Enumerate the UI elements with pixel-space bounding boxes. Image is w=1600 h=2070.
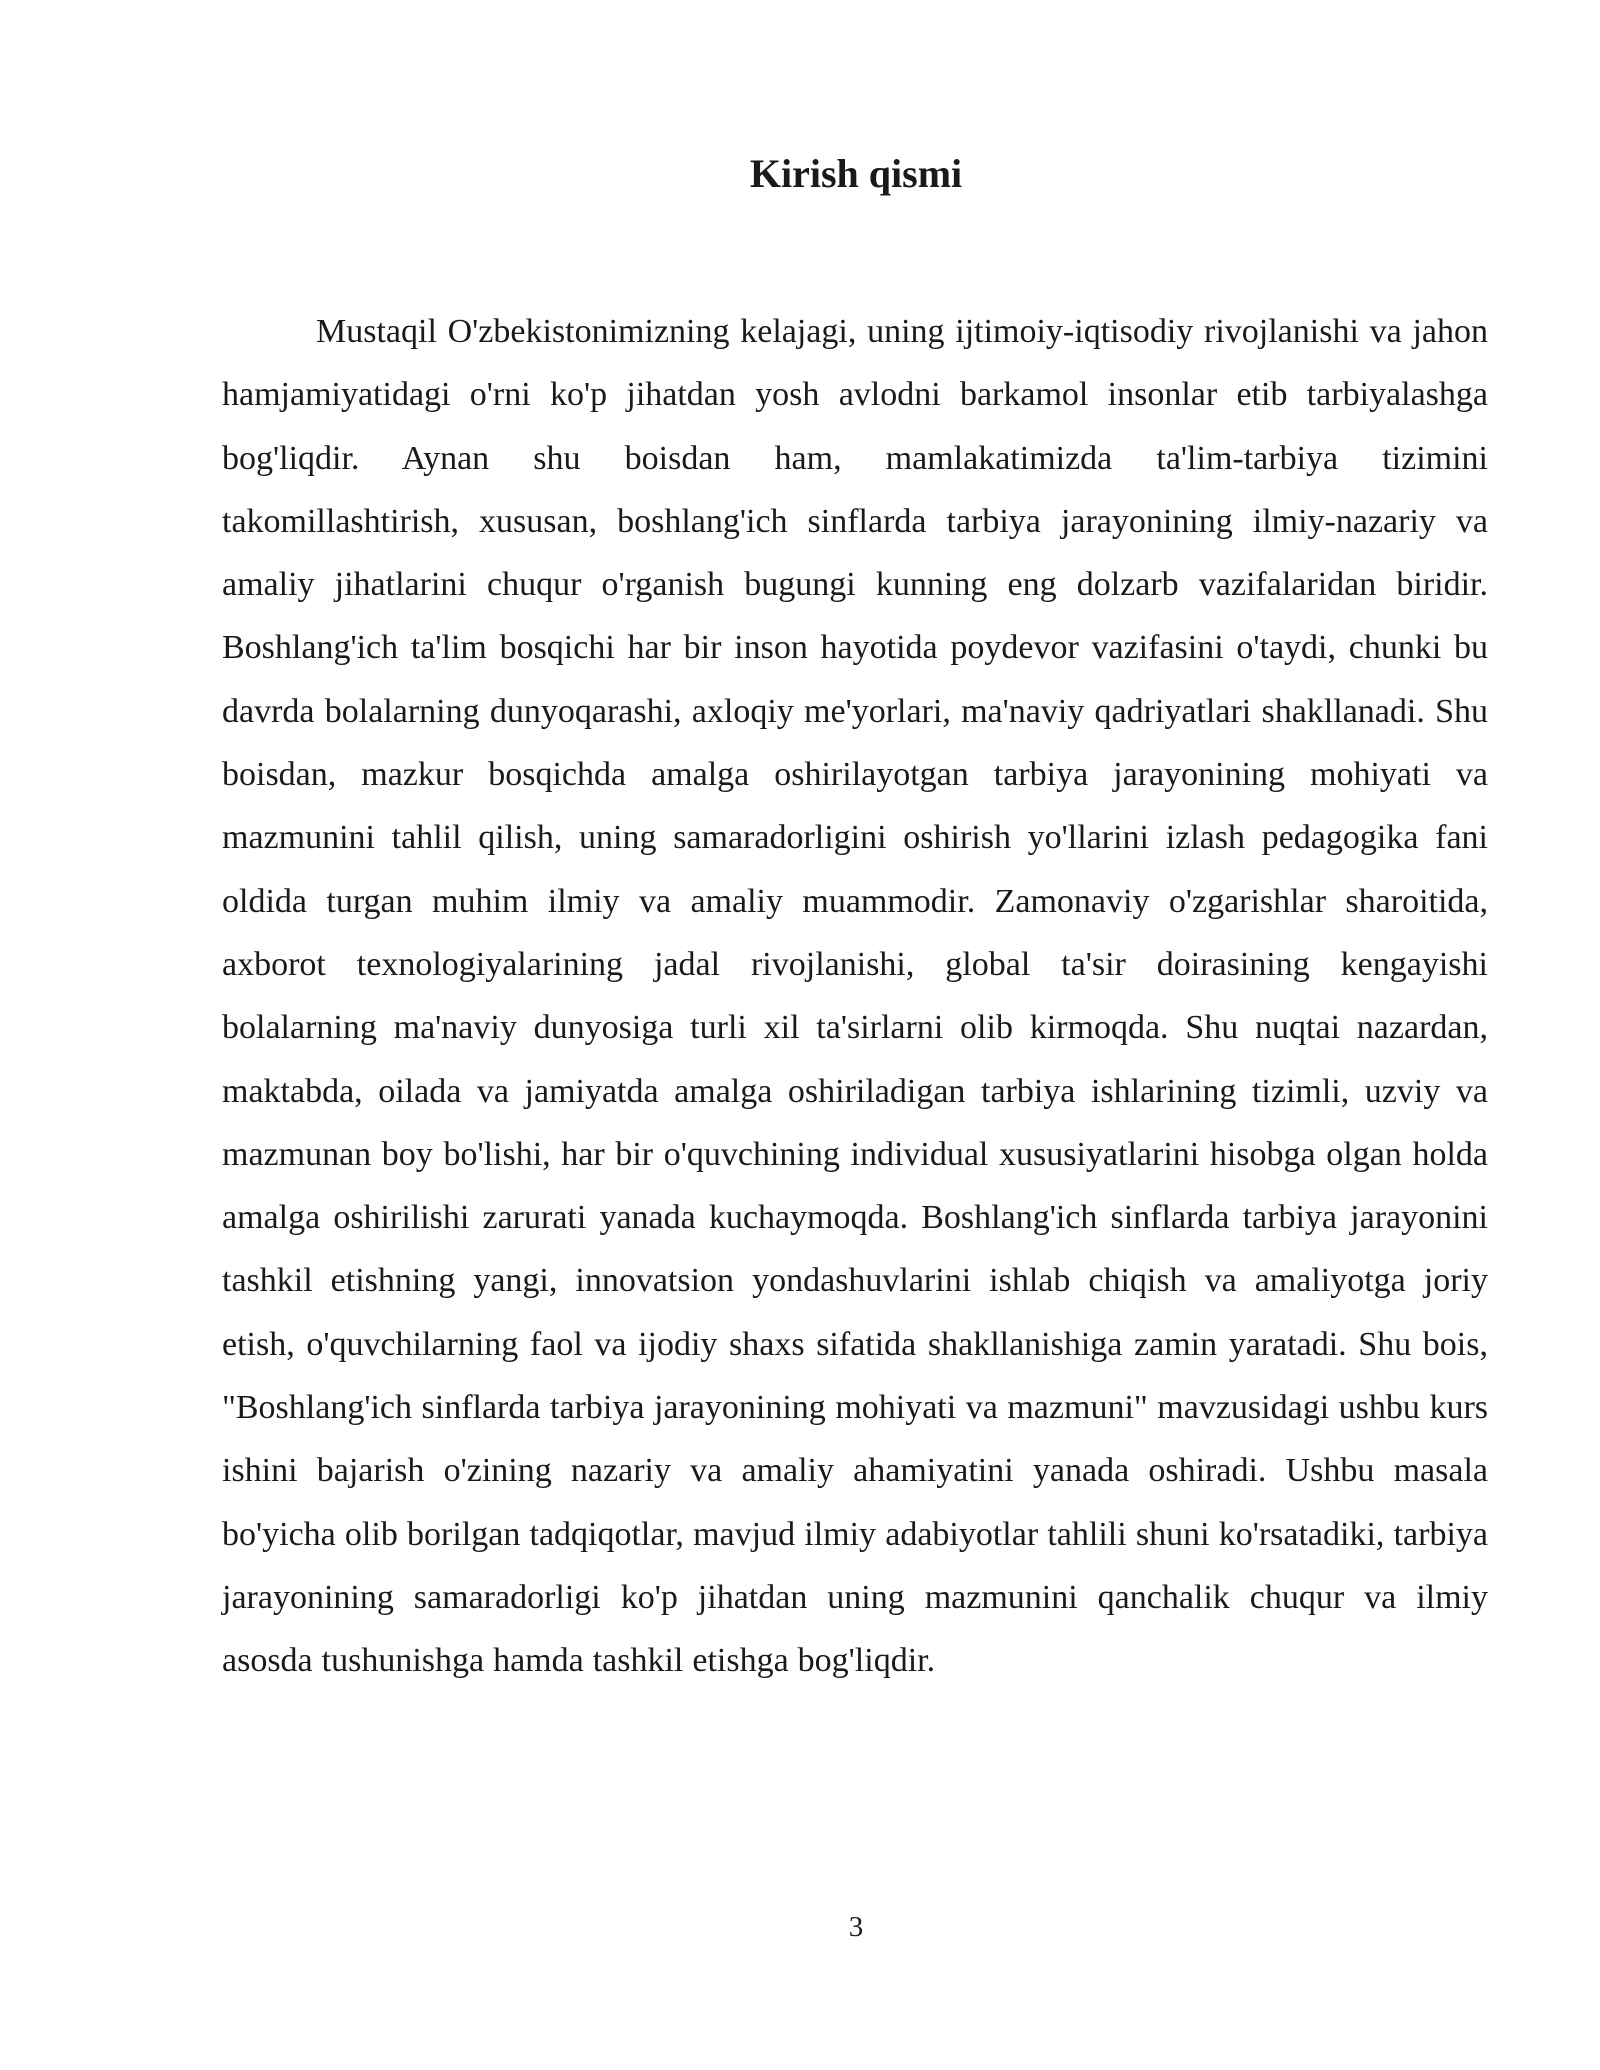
body-paragraph: Mustaqil O'zbekistonimizning kelajagi, uning ijtimoiy-iqtisodiy rivojlanishi va jahon hamjamiyatidagi o'rni ko'p jihatdan yosh avlodni barkamol insonlar etib tarbiyalashga bog'liqdir. Aynan shu boisdan ham, mamlakatimizda ta'lim-tarbiya tizimini takomillashtirish, xususan, boshlang'ich sinflarda tarbiya jarayonining ilmiy-nazariy va amaliy jihatlarini chuqur o'rganish bugungi kunning eng dolzarb vazifalaridan biridir. Boshlang'ich ta'lim bosqichi har bir inson hayotida poydevor vazifasini o'taydi, chunki bu davrda bolalarning dunyoqarashi, axloqiy me'yorlari, ma'naviy qadriyatlari shakllanadi. Shu boisdan, mazkur bosqichda amalga oshirilayotgan tarbiya jarayonining mohiyati va mazmunini tahlil qilish, uning samaradorligini oshirish yo'llarini izlash pedagogika fani oldida turgan muhim ilmiy va amaliy muammodir. Zamonaviy o'zgarishlar sharoitida, axborot texnologiyalarining jadal rivojlanishi, global ta'sir doirasining kengayishi bolalarning ma'naviy dunyosiga turli xil ta'sirlarni olib kirmoqda. Shu nuqtai nazardan, maktabda, oilada va jamiyatda amalga oshiriladigan tarbiya ishlarining tizimli, uzviy va mazmunan boy bo'lishi, har bir o'quvchining individual xususiyatlarini hisobga olgan holda amalga oshirilishi zarurati yanada kuchaymoqda. Boshlang'ich sinflarda tarbiya jarayonini tashkil etishning yangi, innovatsion yondashuvlarini ishlab chiqish va amaliyotga joriy etish, o'quvchilarning faol va ijodiy shaxs sifatida shakllanishiga zamin yaratadi. Shu bois, "Boshlang'ich sinflarda tarbiya jarayonining mohiyati va mazmuni" mavzusidagi ushbu kurs ishini bajarish o'zining nazariy va amaliy ahamiyatini yanada oshiradi. Ushbu masala bo'yicha olib borilgan tadqiqotlar, mavjud ilmiy adabiyotlar tahlili shuni ko'rsatadiki, tarbiya jarayonining samaradorligi ko'p jihatdan uning mazmunini qanchalik chuqur va ilmiy asosda tushunishga hamda tashkil etishga bog'liqdir. — [222, 313, 1488, 1680]
page-number: 3 — [848, 1911, 864, 1943]
page-title: Kirish qismi — [749, 151, 963, 196]
